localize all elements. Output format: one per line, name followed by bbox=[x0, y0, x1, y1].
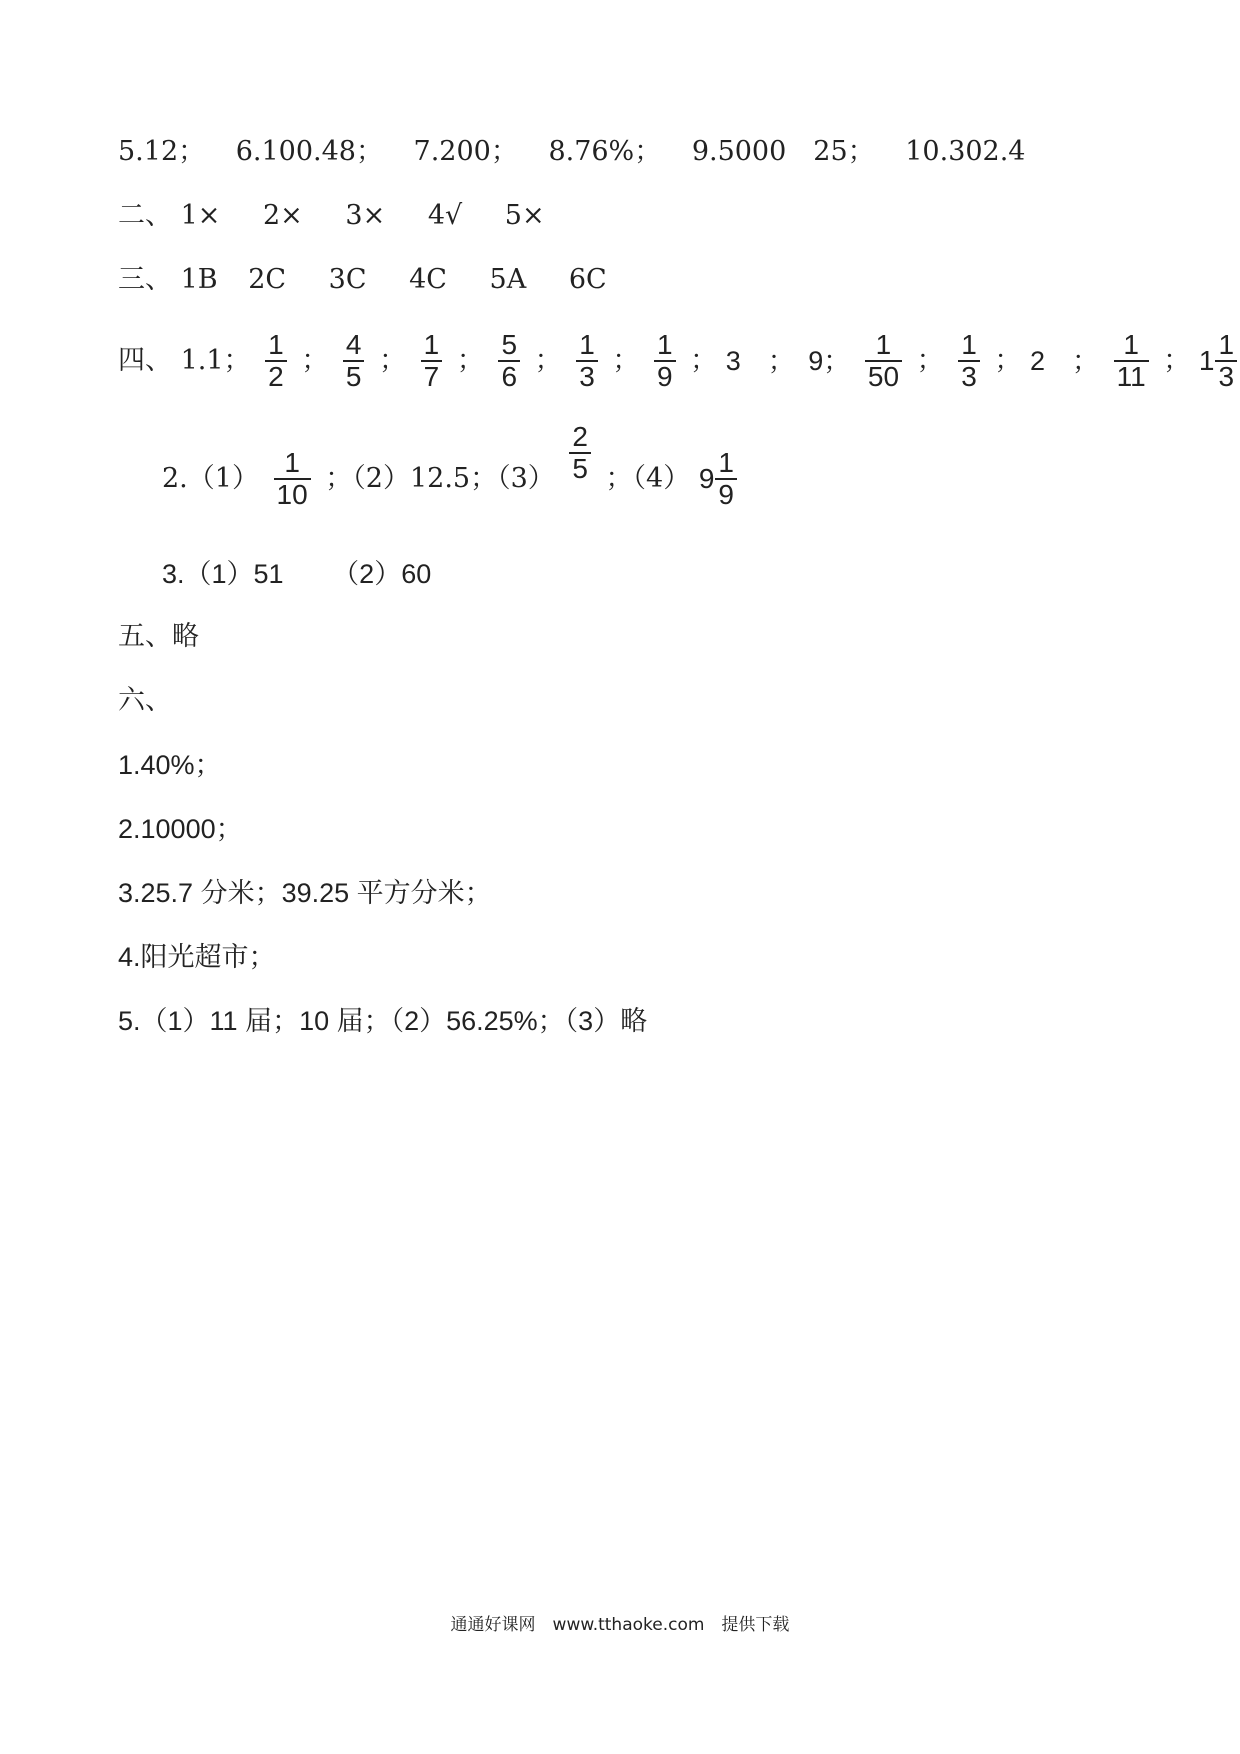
numerator: 1 bbox=[1218, 329, 1235, 360]
numerator: 1 bbox=[1123, 329, 1139, 360]
separator: ； bbox=[916, 345, 944, 376]
footer-source: 通通好课网 www.tthaoke.com 提供下载 bbox=[450, 1615, 790, 1635]
answer-line-section2 bbox=[118, 198, 545, 233]
denominator: 50 bbox=[865, 360, 902, 392]
denominator: 6 bbox=[498, 360, 520, 392]
separator: ； bbox=[534, 345, 562, 376]
fraction bbox=[654, 330, 676, 392]
denominator: 3 bbox=[1215, 360, 1237, 392]
judge-answer: 1× bbox=[180, 199, 221, 231]
choice-answer: 2C bbox=[248, 263, 287, 295]
section6-label: 六、 bbox=[118, 685, 172, 716]
judge-answer: 2× bbox=[263, 199, 303, 231]
fraction bbox=[865, 330, 902, 392]
q2-part3: ；（4） bbox=[605, 463, 691, 494]
separator: ； bbox=[690, 345, 718, 376]
q3-part1: 3.（1）51 bbox=[162, 558, 284, 589]
numerator: 5 bbox=[501, 329, 518, 360]
section6-answer-3: 3.25.7 分米；39.25 平方分米； bbox=[118, 878, 492, 908]
answer-line-section1 bbox=[118, 134, 1025, 169]
fraction bbox=[274, 448, 311, 510]
answer-7: 7.200； bbox=[413, 135, 518, 167]
denominator: 7 bbox=[421, 360, 443, 392]
denominator: 2 bbox=[265, 360, 287, 392]
denominator: 3 bbox=[958, 360, 980, 392]
answer-line-section4-q2 bbox=[162, 421, 743, 510]
answer-line-section5: 五、略 bbox=[118, 621, 199, 652]
numerator: 4 bbox=[345, 329, 362, 360]
answer-6: 6.100.48； bbox=[235, 135, 383, 167]
q2-part1: 2.（1） bbox=[162, 463, 259, 494]
choice-answer: 5A bbox=[489, 263, 527, 295]
fraction bbox=[569, 422, 591, 484]
numerator: 1 bbox=[284, 447, 300, 478]
fraction bbox=[265, 330, 287, 392]
section-label: 二、 bbox=[118, 199, 172, 231]
numerator: 1 bbox=[961, 329, 977, 360]
numerator: 1 bbox=[875, 329, 892, 360]
answer-line-section3 bbox=[118, 262, 607, 297]
choice-answer: 1B bbox=[180, 263, 218, 295]
denominator: 11 bbox=[1114, 360, 1149, 392]
choice-answer: 4C bbox=[409, 263, 447, 295]
choice-answer: 6C bbox=[568, 263, 607, 295]
denominator: 5 bbox=[569, 452, 591, 484]
fraction bbox=[498, 330, 520, 392]
q1-text: 3 ； 9； bbox=[725, 346, 851, 376]
q1-prefix: 1.1； bbox=[180, 345, 251, 376]
section6-answer-5: 5.（1）11 届；10 届；（2）56.25%；（3）略 bbox=[118, 1006, 648, 1036]
numerator: 2 bbox=[572, 421, 588, 452]
mixed-number bbox=[1199, 330, 1240, 392]
numerator: 1 bbox=[423, 329, 440, 360]
fraction bbox=[576, 330, 598, 392]
separator: ； bbox=[994, 345, 1022, 376]
fraction bbox=[343, 330, 365, 392]
fraction bbox=[1114, 330, 1149, 392]
judge-answer: 3× bbox=[345, 199, 386, 231]
fraction bbox=[1215, 330, 1237, 392]
answer-8: 8.76%； bbox=[548, 135, 662, 167]
separator: ； bbox=[1163, 345, 1191, 376]
fraction bbox=[958, 330, 980, 392]
separator: ； bbox=[301, 345, 329, 376]
denominator: 10 bbox=[274, 478, 311, 510]
judge-answer: 4√ bbox=[427, 199, 463, 231]
numerator: 1 bbox=[656, 329, 673, 360]
separator: ； bbox=[456, 345, 484, 376]
q1-text: 2 ； bbox=[1029, 346, 1100, 376]
numerator: 1 bbox=[718, 447, 734, 478]
numerator: 1 bbox=[268, 329, 284, 360]
section6-answer-1: 1.40%； bbox=[118, 750, 222, 780]
separator: ； bbox=[612, 345, 640, 376]
whole-part: 1 bbox=[1198, 345, 1215, 376]
section-label: 三、 bbox=[118, 263, 172, 295]
whole-part: 9 bbox=[698, 463, 715, 494]
section-label: 四、 bbox=[118, 345, 172, 376]
denominator: 5 bbox=[343, 360, 365, 392]
section6-answer-4: 4.阳光超市； bbox=[118, 942, 276, 972]
answer-10: 10.302.4 bbox=[905, 135, 1026, 167]
section6-answer-2: 2.10000； bbox=[118, 814, 243, 844]
separator: ； bbox=[379, 345, 407, 376]
q2-part2: ；（2）12.5；（3） bbox=[325, 463, 555, 494]
answer-5: 5.12； bbox=[118, 135, 206, 167]
answer-line-section4-q3 bbox=[162, 556, 431, 591]
denominator: 9 bbox=[715, 478, 737, 510]
mixed-number bbox=[699, 448, 743, 510]
denominator: 9 bbox=[654, 360, 676, 392]
fraction bbox=[421, 330, 443, 392]
choice-answer: 3C bbox=[328, 263, 367, 295]
answer-line-section4-q1 bbox=[118, 330, 1240, 392]
q3-part2: （2）60 bbox=[332, 558, 432, 589]
fraction bbox=[715, 448, 737, 510]
judge-answer: 5× bbox=[504, 199, 545, 231]
numerator: 1 bbox=[579, 329, 595, 360]
denominator: 3 bbox=[576, 360, 598, 392]
answer-9: 9.5000 25； bbox=[691, 135, 875, 167]
